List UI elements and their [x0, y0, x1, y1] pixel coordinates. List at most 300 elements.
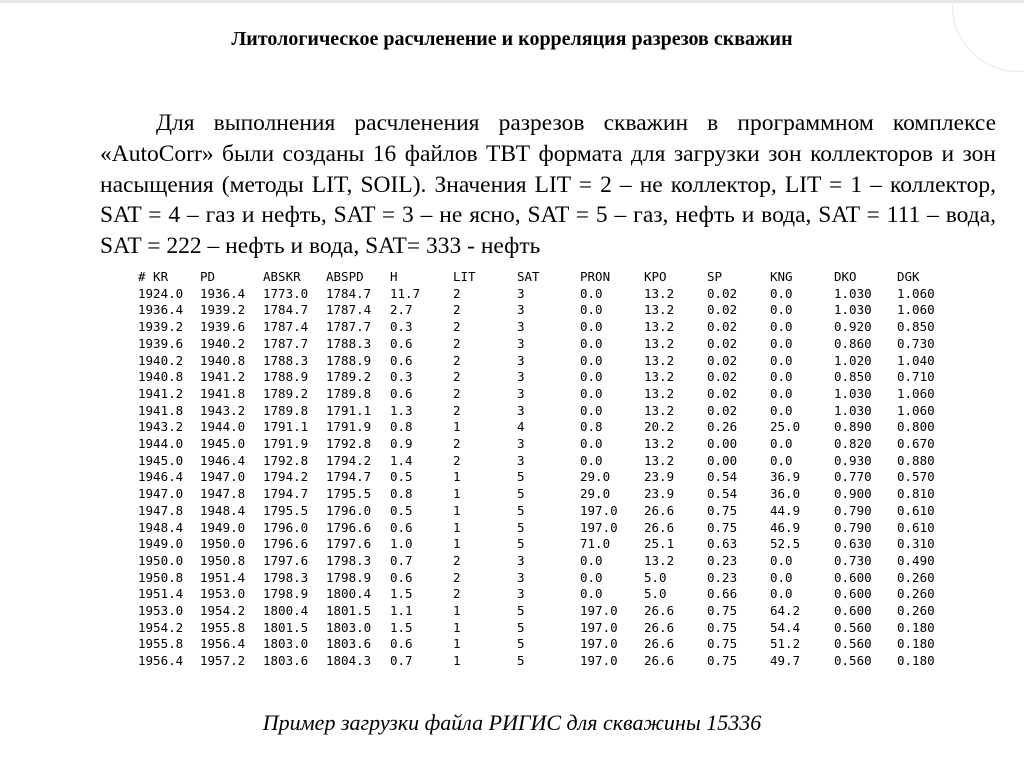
table-cell: 0.0: [770, 436, 793, 452]
column-header: DGK: [897, 269, 920, 284]
table-cell: 0.0: [770, 385, 793, 401]
table-cell: 1800.4: [263, 603, 309, 619]
table-cell: 1803.6: [263, 653, 309, 667]
table-cell: 0.610: [897, 502, 935, 518]
table-row: [128, 386, 957, 403]
table-cell: 46.9: [770, 519, 801, 535]
column-header: LIT: [453, 269, 476, 284]
table-cell: 1791.1: [326, 402, 372, 418]
table-row: [128, 286, 957, 303]
table-cell: 0.0: [580, 352, 603, 368]
table-cell: 0.6: [390, 519, 413, 535]
table-cell: 1791.9: [263, 436, 309, 452]
table-cell: 0.770: [834, 469, 872, 485]
table-row: [128, 570, 957, 587]
table-cell: 29.0: [580, 469, 611, 485]
table-cell: 1948.4: [200, 502, 246, 518]
table-cell: 1796.0: [263, 519, 309, 535]
column-header: ABSPD: [326, 269, 364, 284]
table-cell: 0.3: [390, 319, 413, 335]
table-cell: 0.3: [390, 369, 413, 385]
table-cell: 5: [517, 519, 525, 535]
table-cell: 2: [453, 369, 461, 385]
table-cell: 25.1: [644, 536, 675, 552]
well-data-table: [128, 269, 957, 667]
table-cell: 1789.8: [326, 385, 372, 401]
table-cell: 51.2: [770, 636, 801, 652]
table-cell: 1.060: [897, 385, 935, 401]
table-cell: 0.6: [390, 569, 413, 585]
table-cell: 0.0: [770, 452, 793, 468]
table-cell: 1.1: [390, 603, 413, 619]
table-cell: 1946.4: [200, 452, 246, 468]
table-cell: 1.020: [834, 352, 872, 368]
table-row: [128, 369, 957, 386]
table-cell: 0.0: [770, 302, 793, 318]
table-cell: 1773.0: [263, 285, 309, 301]
table-cell: 1794.2: [326, 452, 372, 468]
table-cell: 1947.8: [200, 486, 246, 502]
table-cell: 0.0: [580, 452, 603, 468]
table-cell: 1: [453, 603, 461, 619]
table-cell: 1.0: [390, 536, 413, 552]
table-cell: 3: [517, 552, 525, 568]
table-cell: 1789.2: [326, 369, 372, 385]
table-cell: 1803.0: [263, 636, 309, 652]
table-cell: 1953.0: [138, 603, 184, 619]
table-cell: 1801.5: [326, 603, 372, 619]
table-cell: 1.5: [390, 586, 413, 602]
table-cell: 3: [517, 369, 525, 385]
table-cell: 1947.0: [200, 469, 246, 485]
table-cell: 3: [517, 586, 525, 602]
table-cell: 1954.2: [200, 603, 246, 619]
table-cell: 1796.0: [326, 502, 372, 518]
table-cell: 5: [517, 536, 525, 552]
table-cell: 1947.0: [138, 486, 184, 502]
table-cell: 0.0: [580, 436, 603, 452]
table-cell: 13.2: [644, 436, 675, 452]
table-cell: 0.790: [834, 519, 872, 535]
table-cell: 49.7: [770, 653, 801, 667]
table-cell: 1789.8: [263, 402, 309, 418]
table-cell: 2: [453, 552, 461, 568]
table-cell: 1950.0: [138, 552, 184, 568]
table-cell: 1945.0: [138, 452, 184, 468]
table-cell: 0.0: [580, 552, 603, 568]
table-cell: 1939.2: [138, 319, 184, 335]
table-cell: 197.0: [580, 619, 618, 635]
table-cell: 0.180: [897, 636, 935, 652]
table-cell: 1941.8: [200, 385, 246, 401]
table-cell: 0.6: [390, 385, 413, 401]
table-cell: 0.0: [770, 586, 793, 602]
table-row: [128, 453, 957, 470]
table-row: [128, 336, 957, 353]
table-cell: 11.7: [390, 285, 421, 301]
table-cell: 1798.9: [326, 569, 372, 585]
table-cell: 0.490: [897, 552, 935, 568]
table-cell: 2: [453, 569, 461, 585]
table-cell: 0.610: [897, 519, 935, 535]
table-cell: 1949.0: [138, 536, 184, 552]
table-cell: 13.2: [644, 552, 675, 568]
table-cell: 26.6: [644, 502, 675, 518]
table-cell: 0.180: [897, 653, 935, 667]
table-row: [128, 586, 957, 603]
table-cell: 0.820: [834, 436, 872, 452]
table-cell: 0.75: [707, 653, 738, 667]
table-cell: 1787.4: [263, 319, 309, 335]
table-cell: 23.9: [644, 486, 675, 502]
table-cell: 0.630: [834, 536, 872, 552]
table-cell: 1794.7: [263, 486, 309, 502]
table-cell: 1.060: [897, 302, 935, 318]
table-cell: 0.730: [834, 552, 872, 568]
table-cell: 0.9: [390, 436, 413, 452]
table-cell: 3: [517, 319, 525, 335]
table-cell: 2: [453, 352, 461, 368]
table-cell: 1804.3: [326, 653, 372, 667]
table-cell: 0.0: [580, 369, 603, 385]
table-cell: 0.8: [390, 419, 413, 435]
table-row: [128, 603, 957, 620]
table-cell: 26.6: [644, 603, 675, 619]
table-cell: 0.810: [897, 486, 935, 502]
table-cell: 0.600: [834, 569, 872, 585]
table-cell: 0.0: [580, 586, 603, 602]
table-cell: 1.030: [834, 302, 872, 318]
table-cell: 2: [453, 385, 461, 401]
description-paragraph: Для выполнения расчленения разрезов скважин в программном комплексе «AutoCorr» были созданы 16 файлов ТВТ формата для загрузки зон коллекторов и зон насыщения (методы LIT, SOIL). Значения LIT = 2 – не коллектор, LIT = 1 – коллектор, SAT = 4 – газ и нефть, SAT = 3 – не ясно, SAT = 5 – газ, нефть и вода, SAT = 111 – вода, SAT = 222 – нефть и вода, SAT= 333 - нефть: [100, 110, 996, 260]
table-cell: 0.930: [834, 452, 872, 468]
table-cell: 0.0: [580, 335, 603, 351]
table-cell: 13.2: [644, 319, 675, 335]
table-cell: 1948.4: [138, 519, 184, 535]
table-row: [128, 469, 957, 486]
table-cell: 1797.6: [326, 536, 372, 552]
table-cell: 1: [453, 519, 461, 535]
table-cell: 0.6: [390, 352, 413, 368]
table-cell: 1943.2: [138, 419, 184, 435]
table-cell: 1798.3: [326, 552, 372, 568]
table-cell: 1944.0: [138, 436, 184, 452]
table-cell: 0.0: [580, 385, 603, 401]
table-cell: 0.26: [707, 419, 738, 435]
table-cell: 1939.6: [138, 335, 184, 351]
table-cell: 1: [453, 653, 461, 667]
table-cell: 1943.2: [200, 402, 246, 418]
table-cell: 3: [517, 335, 525, 351]
table-cell: 0.66: [707, 586, 738, 602]
table-cell: 0.02: [707, 385, 738, 401]
table-cell: 26.6: [644, 636, 675, 652]
table-cell: 29.0: [580, 486, 611, 502]
table-cell: 0.260: [897, 569, 935, 585]
figure-caption: Пример загрузки файла РИГИС для скважины 15336: [262, 710, 762, 735]
table-cell: 5: [517, 653, 525, 667]
table-cell: 1: [453, 619, 461, 635]
table-cell: 0.5: [390, 469, 413, 485]
table-cell: 0.0: [770, 402, 793, 418]
table-cell: 0.0: [580, 302, 603, 318]
table-cell: 44.9: [770, 502, 801, 518]
table-cell: 1801.5: [263, 619, 309, 635]
table-cell: 5: [517, 619, 525, 635]
table-cell: 1939.2: [200, 302, 246, 318]
table-cell: 0.8: [580, 419, 603, 435]
table-cell: 0.890: [834, 419, 872, 435]
column-header: ABSKR: [263, 269, 301, 284]
table-cell: 0.260: [897, 586, 935, 602]
table-cell: 197.0: [580, 603, 618, 619]
table-cell: 0.560: [834, 636, 872, 652]
table-cell: 1951.4: [200, 569, 246, 585]
table-cell: 13.2: [644, 385, 675, 401]
table-cell: 1: [453, 636, 461, 652]
table-cell: 1.5: [390, 619, 413, 635]
table-cell: 13.2: [644, 352, 675, 368]
table-cell: 1936.4: [138, 302, 184, 318]
column-header: SAT: [517, 269, 540, 284]
table-cell: 1788.3: [263, 352, 309, 368]
column-header: PRON: [580, 269, 611, 284]
table-row: [128, 319, 957, 336]
table-cell: 0.730: [897, 335, 935, 351]
table-cell: 0.0: [580, 402, 603, 418]
table-cell: 0.02: [707, 335, 738, 351]
table-cell: 1950.8: [200, 552, 246, 568]
table-cell: 1795.5: [326, 486, 372, 502]
table-cell: 1791.9: [326, 419, 372, 435]
table-cell: 0.710: [897, 369, 935, 385]
table-cell: 1796.6: [263, 536, 309, 552]
table-cell: 1.3: [390, 402, 413, 418]
table-cell: 0.0: [770, 569, 793, 585]
table-cell: 3: [517, 436, 525, 452]
table-cell: 5: [517, 603, 525, 619]
table-cell: 1796.6: [326, 519, 372, 535]
table-cell: 0.570: [897, 469, 935, 485]
table-cell: 3: [517, 352, 525, 368]
table-cell: 13.2: [644, 335, 675, 351]
table-cell: 1788.9: [263, 369, 309, 385]
table-cell: 1797.6: [263, 552, 309, 568]
table-cell: 0.75: [707, 603, 738, 619]
table-cell: 2: [453, 586, 461, 602]
slide-top-border: [0, 0, 1024, 3]
table-cell: 1949.0: [200, 519, 246, 535]
table-body: [128, 286, 957, 667]
column-header: H: [390, 269, 398, 284]
table-cell: 1924.0: [138, 285, 184, 301]
table-cell: 1955.8: [200, 619, 246, 635]
column-header: KPO: [644, 269, 667, 284]
table-cell: 0.850: [897, 319, 935, 335]
table-cell: 1800.4: [326, 586, 372, 602]
table-cell: 2.7: [390, 302, 413, 318]
table-cell: 13.2: [644, 285, 675, 301]
table-cell: 0.75: [707, 502, 738, 518]
table-cell: 4: [517, 419, 525, 435]
table-cell: 1945.0: [200, 436, 246, 452]
table-cell: 1: [453, 469, 461, 485]
table-cell: 1946.4: [138, 469, 184, 485]
table-cell: 0.7: [390, 653, 413, 667]
column-header: KNG: [770, 269, 793, 284]
table-cell: 1941.2: [200, 369, 246, 385]
table-cell: 1787.7: [263, 335, 309, 351]
table-cell: 0.75: [707, 619, 738, 635]
table-cell: 0.260: [897, 603, 935, 619]
table-cell: 1791.1: [263, 419, 309, 435]
table-cell: 1953.0: [200, 586, 246, 602]
table-cell: 0.0: [770, 552, 793, 568]
table-cell: 2: [453, 285, 461, 301]
table-cell: 1940.8: [138, 369, 184, 385]
table-cell: 1956.4: [138, 653, 184, 667]
table-cell: 13.2: [644, 369, 675, 385]
table-cell: 1792.8: [326, 436, 372, 452]
table-cell: 0.63: [707, 536, 738, 552]
table-cell: 0.02: [707, 319, 738, 335]
table-cell: 23.9: [644, 469, 675, 485]
table-cell: 1940.8: [200, 352, 246, 368]
table-cell: 26.6: [644, 519, 675, 535]
table-cell: 0.00: [707, 436, 738, 452]
table-cell: 3: [517, 302, 525, 318]
table-cell: 1789.2: [263, 385, 309, 401]
table-cell: 1788.9: [326, 352, 372, 368]
table-cell: 3: [517, 569, 525, 585]
table-cell: 2: [453, 452, 461, 468]
table-cell: 2: [453, 335, 461, 351]
table-cell: 0.900: [834, 486, 872, 502]
table-cell: 0.800: [897, 419, 935, 435]
table-cell: 1954.2: [138, 619, 184, 635]
table-cell: 0.310: [897, 536, 935, 552]
table-cell: 2: [453, 402, 461, 418]
table-cell: 0.8: [390, 486, 413, 502]
table-cell: 13.2: [644, 402, 675, 418]
table-cell: 1944.0: [200, 419, 246, 435]
table-cell: 1792.8: [263, 452, 309, 468]
table-row: [128, 403, 957, 420]
table-cell: 0.560: [834, 619, 872, 635]
table-cell: 3: [517, 452, 525, 468]
table-cell: 197.0: [580, 519, 618, 535]
table-cell: 197.0: [580, 653, 618, 667]
table-cell: 1: [453, 502, 461, 518]
table-cell: 26.6: [644, 619, 675, 635]
table-cell: 0.23: [707, 569, 738, 585]
table-cell: 0.02: [707, 302, 738, 318]
table-cell: 1787.7: [326, 319, 372, 335]
table-cell: 1798.3: [263, 569, 309, 585]
table-cell: 1947.8: [138, 502, 184, 518]
table-cell: 1788.3: [326, 335, 372, 351]
table-cell: 0.0: [580, 285, 603, 301]
slide-title: Литологическое расчленение и корреляция разрезов скважин: [231, 28, 793, 50]
table-cell: 0.23: [707, 552, 738, 568]
table-cell: 2: [453, 319, 461, 335]
table-cell: 1794.2: [263, 469, 309, 485]
column-header: # KR: [138, 269, 169, 284]
table-cell: 0.0: [770, 319, 793, 335]
table-cell: 0.0: [770, 369, 793, 385]
table-cell: 1: [453, 486, 461, 502]
table-cell: 3: [517, 402, 525, 418]
table-cell: 5.0: [644, 569, 667, 585]
table-cell: 0.00: [707, 452, 738, 468]
table-cell: 3: [517, 385, 525, 401]
table-cell: 0.670: [897, 436, 935, 452]
table-cell: 0.920: [834, 319, 872, 335]
table-cell: 1.030: [834, 402, 872, 418]
table-cell: 1795.5: [263, 502, 309, 518]
table-cell: 1957.2: [200, 653, 246, 667]
table-cell: 0.6: [390, 636, 413, 652]
table-cell: 1940.2: [200, 335, 246, 351]
table-cell: 1.030: [834, 285, 872, 301]
table-cell: 2: [453, 436, 461, 452]
table-cell: 0.6: [390, 335, 413, 351]
table-cell: 0.0: [770, 352, 793, 368]
table-cell: 1784.7: [263, 302, 309, 318]
table-cell: 71.0: [580, 536, 611, 552]
table-cell: 1951.4: [138, 586, 184, 602]
table-row: [128, 353, 957, 370]
table-row: [128, 520, 957, 537]
table-cell: 5: [517, 636, 525, 652]
table-cell: 0.880: [897, 452, 935, 468]
table-cell: 0.600: [834, 603, 872, 619]
table-cell: 5: [517, 469, 525, 485]
table-cell: 1.030: [834, 385, 872, 401]
table-cell: 1798.9: [263, 586, 309, 602]
column-header: SP: [707, 269, 723, 284]
table-cell: 1.060: [897, 285, 935, 301]
table-cell: 0.560: [834, 653, 872, 667]
table-cell: 36.0: [770, 486, 801, 502]
table-cell: 1941.2: [138, 385, 184, 401]
table-cell: 36.9: [770, 469, 801, 485]
table-cell: 1794.7: [326, 469, 372, 485]
table-cell: 1.4: [390, 452, 413, 468]
table-cell: 0.02: [707, 402, 738, 418]
table-cell: 54.4: [770, 619, 801, 635]
table-cell: 1.040: [897, 352, 935, 368]
table-row: [128, 486, 957, 503]
table-cell: 52.5: [770, 536, 801, 552]
table-cell: 1956.4: [200, 636, 246, 652]
table-row: [128, 436, 957, 453]
table-cell: 0.02: [707, 285, 738, 301]
table-row: [128, 620, 957, 637]
table-cell: 1803.6: [326, 636, 372, 652]
table-row: [128, 653, 957, 667]
table-cell: 1803.0: [326, 619, 372, 635]
table-cell: 5.0: [644, 586, 667, 602]
table-cell: 0.5: [390, 502, 413, 518]
column-header: DKO: [834, 269, 857, 284]
table-cell: 0.850: [834, 369, 872, 385]
table-cell: 0.180: [897, 619, 935, 635]
table-cell: 25.0: [770, 419, 801, 435]
table-cell: 0.600: [834, 586, 872, 602]
table-cell: 0.02: [707, 369, 738, 385]
table-cell: 0.0: [770, 335, 793, 351]
